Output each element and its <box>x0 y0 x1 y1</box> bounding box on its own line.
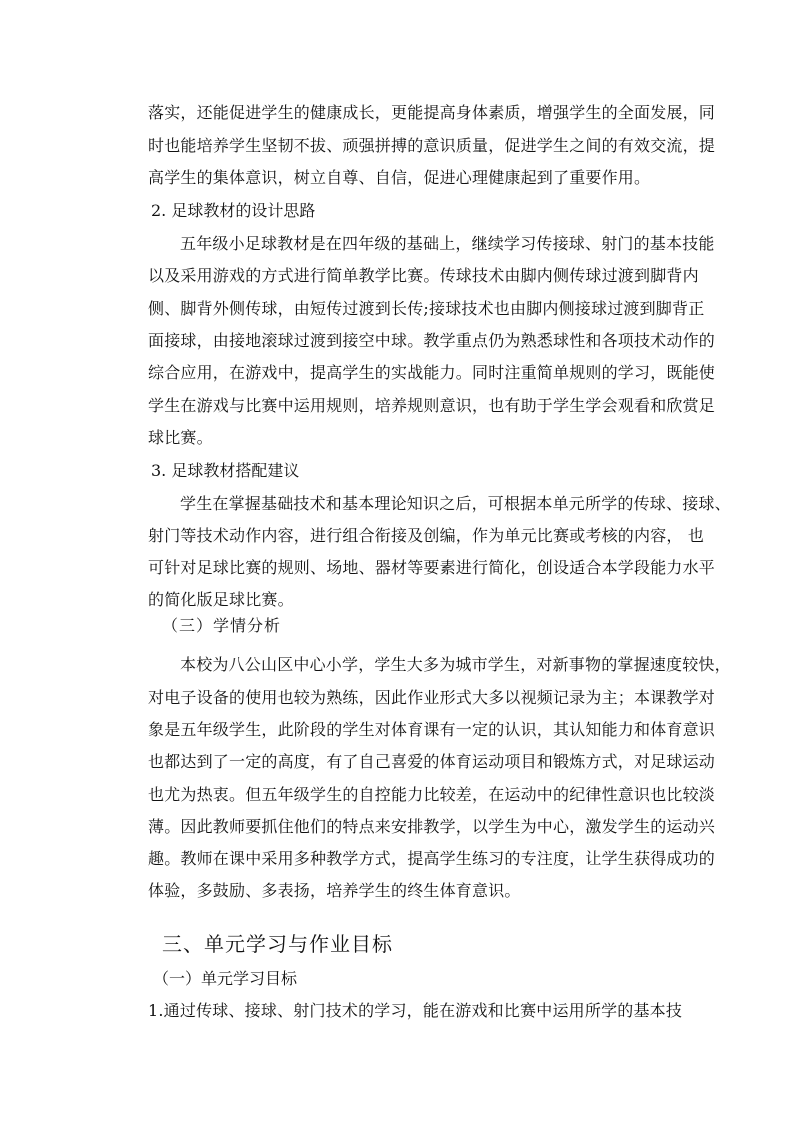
subsection-heading: （一）单元学习目标 <box>153 969 298 988</box>
section-heading: 2. 足球教材的设计思路 <box>151 201 316 220</box>
body-text-line: 学生在掌握基础技术和基本理论知识之后，可根据本单元所学的传球、接球、 <box>180 494 731 513</box>
body-text-line: 侧、脚背外侧传球，由短传过渡到长传;接球技术也由脚内侧接球过渡到脚背正 <box>148 299 705 318</box>
body-text-line: 落实，还能促进学生的健康成长，更能提高身体素质，增强学生的全面发展，同 <box>148 103 716 122</box>
body-text-line: 综合应用，在游戏中，提高学生的实战能力。同时注重简单规则的学习，既能使 <box>148 363 716 382</box>
body-text-line: 也尤为热衷。但五年级学生的自控能力比较差，在运动中的纪律性意识也比较淡 <box>148 785 716 804</box>
body-text-line: 体验，多鼓励、多表扬，培养学生的终生体育意识。 <box>148 881 521 900</box>
section-heading: 3. 足球教材搭配建议 <box>151 461 300 480</box>
body-text-line: 可针对足球比赛的规则、场地、器材等要素进行简化，创设适合本学段能力水平 <box>148 558 716 577</box>
body-text-line: 射门等技术动作内容，进行组合衔接及创编，作为单元比赛或考核的内容， 也 <box>148 526 705 545</box>
body-text-line: 高学生的集体意识，树立自尊、自信，促进心理健康起到了重要作用。 <box>148 168 651 187</box>
chapter-heading: 三、单元学习与作业目标 <box>162 932 393 956</box>
body-text-line: 球比赛。 <box>148 428 213 447</box>
body-text-line: 时也能培养学生坚韧不拔、顽强拼搏的意识质量，促进学生之间的有效交流，提 <box>148 136 716 155</box>
body-text-line: 也都达到了一定的高度，有了自己喜爱的体育运动项目和锻炼方式，对足球运动 <box>148 752 716 771</box>
body-text-line: 象是五年级学生，此阶段的学生对体育课有一定的认识，其认知能力和体育意识 <box>148 720 716 739</box>
body-text-line: 五年级小足球教材是在四年级的基础上，继续学习传接球、射门的基本技能 <box>180 234 715 253</box>
body-text-line: 面接球，由接地滚球过渡到接空中球。教学重点仍为熟悉球性和各项技术动作的 <box>148 331 716 350</box>
body-text-line: 的简化版足球比赛。 <box>148 590 294 609</box>
body-text-line: 学生在游戏与比赛中运用规则，培养规则意识，也有助于学生学会观看和欣赏足 <box>148 396 716 415</box>
subsection-heading: （三）学情分析 <box>162 616 282 635</box>
body-text-line: 对电子设备的使用也较为熟练，因此作业形式大多以视频记录为主；本课教学对 <box>148 688 716 707</box>
body-text-line: 1.通过传球、接球、射门技术的学习，能在游戏和比赛中运用所学的基本技 <box>148 1001 683 1020</box>
body-text-line: 以及采用游戏的方式进行简单教学比赛。传球技术由脚内侧传球过渡到脚背内 <box>148 266 699 285</box>
body-text-line: 趣。教师在课中采用多种教学方式，提高学生练习的专注度，让学生获得成功的 <box>148 849 716 868</box>
body-text-line: 薄。因此教师要抓住他们的特点来安排教学，以学生为中心，激发学生的运动兴 <box>148 817 716 836</box>
body-text-line: 本校为八公山区中心小学，学生大多为城市学生，对新事物的掌握速度较快， <box>180 655 731 674</box>
